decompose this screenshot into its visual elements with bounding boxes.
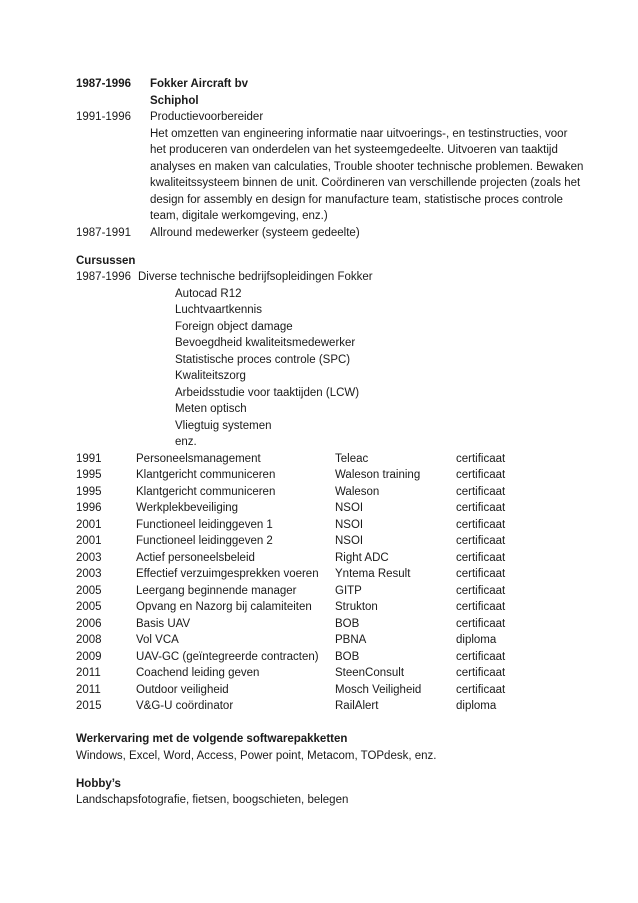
course-name: Actief personeelsbeleid <box>136 552 255 564</box>
course-type: certificaat <box>456 651 506 663</box>
course-year: 2009 <box>76 651 102 663</box>
software-text: Windows, Excel, Word, Access, Power point, Metacom, TOPdesk, enz. <box>76 750 437 762</box>
training-item: Foreign object damage <box>175 321 293 333</box>
company-training-years: 1987-1996 <box>76 271 131 283</box>
role-description-line: kwaliteitssysteem binnen de unit. Coördineren van verschillende projecten (zoals het <box>150 177 581 189</box>
course-type: certificaat <box>456 519 506 531</box>
course-name: Vol VCA <box>136 634 179 646</box>
course-year: 2003 <box>76 552 102 564</box>
course-org: Yntema Result <box>335 568 411 580</box>
course-name: Personeelsmanagement <box>136 453 261 465</box>
course-org: BOB <box>335 618 360 630</box>
training-item: Meten optisch <box>175 403 247 415</box>
course-year: 1996 <box>76 502 102 514</box>
course-name: Functioneel leidinggeven 1 <box>136 519 273 531</box>
course-name: Functioneel leidinggeven 2 <box>136 535 273 547</box>
training-item: Vliegtuig systemen <box>175 420 272 432</box>
software-heading: Werkervaring met de volgende softwarepakketten <box>76 733 348 745</box>
course-year: 1995 <box>76 486 102 498</box>
course-type: certificaat <box>456 568 506 580</box>
hobbies-text: Landschapsfotografie, fietsen, boogschieten, belegen <box>76 794 349 806</box>
role-description-line: Het omzetten van engineering informatie naar uitvoerings-, en testinstructies, voor <box>150 128 568 140</box>
course-name: Werkplekbeveiliging <box>136 502 239 514</box>
course-type: certificaat <box>456 535 506 547</box>
hobbies-heading: Hobby’s <box>76 778 121 790</box>
course-name: Coachend leiding geven <box>136 667 260 679</box>
course-org: BOB <box>335 651 360 663</box>
course-year: 2006 <box>76 618 102 630</box>
course-name: Effectief verzuimgesprekken voeren <box>136 568 319 580</box>
course-year: 2015 <box>76 700 102 712</box>
course-type: diploma <box>456 634 497 646</box>
employer-name: Fokker Aircraft bv <box>150 78 248 90</box>
course-org: Mosch Veiligheid <box>335 684 422 696</box>
course-year: 1991 <box>76 453 102 465</box>
role-description-line: het produceren van onderdelen van het systeemgedeelte. Uitvoeren van taaktijd <box>150 144 558 156</box>
course-name: Leergang beginnende manager <box>136 585 297 597</box>
role-description-line: design for assembly en design for manufacture team, statistische proces controle <box>150 194 563 206</box>
role-years: 1991-1996 <box>76 111 131 123</box>
course-year: 2001 <box>76 519 102 531</box>
course-org: PBNA <box>335 634 367 646</box>
course-org: Waleson training <box>335 469 421 481</box>
course-type: certificaat <box>456 502 506 514</box>
course-org: NSOI <box>335 502 364 514</box>
course-org: RailAlert <box>335 700 379 712</box>
course-type: certificaat <box>456 667 506 679</box>
training-item: Autocad R12 <box>175 288 242 300</box>
course-type: certificaat <box>456 486 506 498</box>
course-year: 2011 <box>76 667 101 679</box>
role-description-line: analyses en maken van calculaties, Trouble shooter technische problemen. Bewaken <box>150 161 584 173</box>
course-name: Klantgericht communiceren <box>136 486 276 498</box>
role-title: Allround medewerker (systeem gedeelte) <box>150 227 360 239</box>
course-year: 2011 <box>76 684 101 696</box>
course-name: V&G-U coördinator <box>136 700 234 712</box>
course-type: certificaat <box>456 453 506 465</box>
course-year: 2005 <box>76 601 102 613</box>
employer-location: Schiphol <box>150 95 199 107</box>
course-org: Right ADC <box>335 552 389 564</box>
course-org: SteenConsult <box>335 667 405 679</box>
course-year: 2008 <box>76 634 102 646</box>
course-type: certificaat <box>456 552 506 564</box>
course-type: certificaat <box>456 618 506 630</box>
training-item: enz. <box>175 436 197 448</box>
employment-years: 1987-1996 <box>76 78 131 90</box>
course-org: Strukton <box>335 601 378 613</box>
course-name: UAV-GC (geïntegreerde contracten) <box>136 651 319 663</box>
course-name: Basis UAV <box>136 618 191 630</box>
course-org: Waleson <box>335 486 380 498</box>
course-type: certificaat <box>456 684 506 696</box>
course-type: certificaat <box>456 469 506 481</box>
role-years: 1987-1991 <box>76 227 131 239</box>
training-item: Arbeidsstudie voor taaktijden (LCW) <box>175 387 360 399</box>
course-org: GITP <box>335 585 362 597</box>
course-year: 2001 <box>76 535 102 547</box>
course-year: 1995 <box>76 469 102 481</box>
training-item: Bevoegdheid kwaliteitsmedewerker <box>175 337 356 349</box>
training-item: Statistische proces controle (SPC) <box>175 354 351 366</box>
training-item: Kwaliteitszorg <box>175 370 246 382</box>
course-year: 2003 <box>76 568 102 580</box>
course-org: Teleac <box>335 453 369 465</box>
course-type: certificaat <box>456 585 506 597</box>
course-org: NSOI <box>335 519 364 531</box>
company-training-label: Diverse technische bedrijfsopleidingen Fokker <box>138 271 373 283</box>
course-type: diploma <box>456 700 497 712</box>
course-name: Opvang en Nazorg bij calamiteiten <box>136 601 312 613</box>
course-name: Outdoor veiligheid <box>136 684 229 696</box>
course-name: Klantgericht communiceren <box>136 469 276 481</box>
course-year: 2005 <box>76 585 102 597</box>
course-org: NSOI <box>335 535 364 547</box>
courses-heading: Cursussen <box>76 255 136 267</box>
role-description-line: team, digitale werkomgeving, enz.) <box>150 210 328 222</box>
training-item: Luchtvaartkennis <box>175 304 262 316</box>
role-title: Productievoorbereider <box>150 111 264 123</box>
course-type: certificaat <box>456 601 506 613</box>
